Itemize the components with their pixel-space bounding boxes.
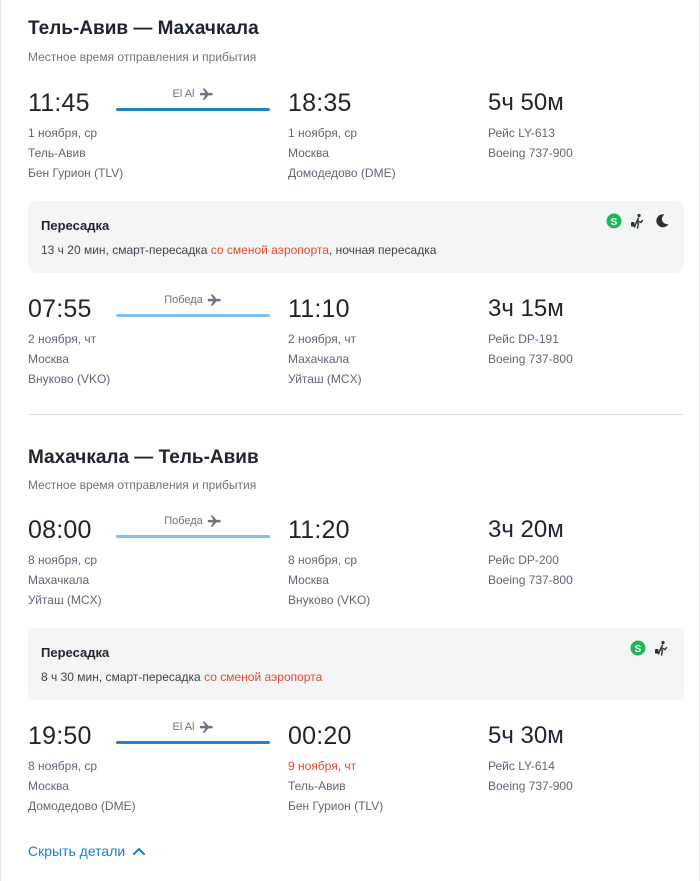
aircraft-type: Boeing 737-800	[488, 352, 573, 366]
layover-box	[28, 201, 684, 273]
arrival-date: 2 ноября, чт	[288, 332, 357, 346]
arrival-city: Махачкала	[288, 352, 350, 366]
svg-text:S: S	[634, 644, 642, 655]
arrival-airport: Уйташ (MCX)	[288, 372, 362, 386]
hide-details-label: Скрыть детали	[28, 843, 126, 859]
trip-divider	[28, 414, 684, 415]
airline-label	[116, 87, 270, 100]
plane-icon	[207, 514, 222, 527]
departure-city: Тель-Авив	[28, 146, 86, 160]
trip-title: Махачкала — Тель-Авив	[28, 447, 259, 468]
arrival-airport: Домодедово (DME)	[288, 166, 396, 180]
layover-description	[41, 243, 436, 257]
smart-transfer-icon	[606, 213, 622, 229]
route-line	[116, 314, 270, 317]
arrival-date: 8 ноября, ср	[288, 553, 358, 567]
arrival-date: 1 ноября, ср	[288, 126, 358, 140]
night-layover-text: , ночная пересадка	[328, 243, 437, 257]
departure-time: 08:00	[28, 516, 92, 544]
plane-icon	[199, 87, 214, 100]
layover-description	[41, 670, 322, 684]
aircraft-type: Boeing 737-800	[488, 573, 573, 587]
departure-city: Махачкала	[28, 573, 90, 587]
arrival-airport: Бен Гурион (TLV)	[288, 799, 384, 813]
moon-icon	[654, 213, 670, 229]
arrival-date-next-day: 9 ноября, чт	[288, 759, 357, 773]
arrival-city: Москва	[288, 573, 329, 587]
departure-airport: Бен Гурион (TLV)	[28, 166, 124, 180]
airline-label	[116, 720, 270, 733]
arrival-city: Тель-Авив	[288, 779, 346, 793]
arrival-time: 11:20	[288, 516, 350, 544]
arrival-city: Москва	[288, 146, 329, 160]
layover-title: Пересадка	[41, 645, 110, 660]
flight-duration: 3ч 15м	[488, 295, 564, 322]
walking-luggage-icon	[630, 213, 646, 229]
departure-date: 8 ноября, ср	[28, 759, 98, 773]
airport-change-text: со сменой аэропорта	[210, 243, 329, 257]
trip-title: Тель-Авив — Махачкала	[28, 18, 259, 39]
departure-time: 19:50	[28, 722, 92, 750]
layover-duration-text: 8 ч 30 мин, смарт-пересадка	[41, 670, 205, 684]
departure-time: 07:55	[28, 295, 92, 323]
aircraft-type: Boeing 737-900	[488, 779, 573, 793]
airline-label	[116, 293, 270, 306]
flight-number: Рейс LY-613	[488, 126, 555, 140]
departure-city: Москва	[28, 779, 69, 793]
arrival-time: 11:10	[288, 295, 350, 323]
departure-date: 1 ноября, ср	[28, 126, 98, 140]
airline-name: Победа	[164, 514, 203, 527]
departure-airport: Уйташ (MCX)	[28, 593, 102, 607]
route-line	[116, 741, 270, 744]
layover-icons	[630, 640, 670, 656]
airline-name: El Al	[172, 87, 195, 100]
route-line	[116, 108, 270, 111]
departure-city: Москва	[28, 352, 69, 366]
flight-number: Рейс DP-191	[488, 332, 559, 346]
flight-duration: 5ч 50м	[488, 89, 564, 116]
svg-text:S: S	[610, 217, 618, 228]
departure-date: 8 ноября, ср	[28, 553, 98, 567]
plane-icon	[199, 720, 214, 733]
flight-duration: 3ч 20м	[488, 516, 564, 543]
departure-date: 2 ноября, чт	[28, 332, 97, 346]
arrival-time: 18:35	[288, 89, 352, 117]
hide-details-link[interactable]	[28, 843, 145, 859]
airline-name: Победа	[164, 293, 203, 306]
flight-number: Рейс LY-614	[488, 759, 555, 773]
layover-icons	[606, 213, 670, 229]
aircraft-type: Boeing 737-900	[488, 146, 573, 160]
flight-duration: 5ч 30м	[488, 722, 564, 749]
layover-box	[28, 628, 684, 700]
layover-duration-text: 13 ч 20 мин, смарт-пересадка	[41, 243, 211, 257]
departure-time: 11:45	[28, 89, 90, 117]
arrival-time: 00:20	[288, 722, 352, 750]
arrival-airport: Внуково (VKO)	[288, 593, 371, 607]
airline-label	[116, 514, 270, 527]
layover-title: Пересадка	[41, 218, 110, 233]
route-line	[116, 535, 270, 538]
walking-luggage-icon	[654, 640, 670, 656]
trip-subtitle: Местное время отправления и прибытия	[28, 50, 257, 64]
trip-subtitle: Местное время отправления и прибытия	[28, 478, 257, 492]
plane-icon	[207, 293, 222, 306]
departure-airport: Внуково (VKO)	[28, 372, 111, 386]
airport-change-text: со сменой аэропорта	[204, 670, 323, 684]
smart-transfer-icon	[630, 640, 646, 656]
flight-number: Рейс DP-200	[488, 553, 559, 567]
airline-name: El Al	[172, 720, 195, 733]
chevron-up-icon	[133, 847, 145, 855]
departure-airport: Домодедово (DME)	[28, 799, 136, 813]
